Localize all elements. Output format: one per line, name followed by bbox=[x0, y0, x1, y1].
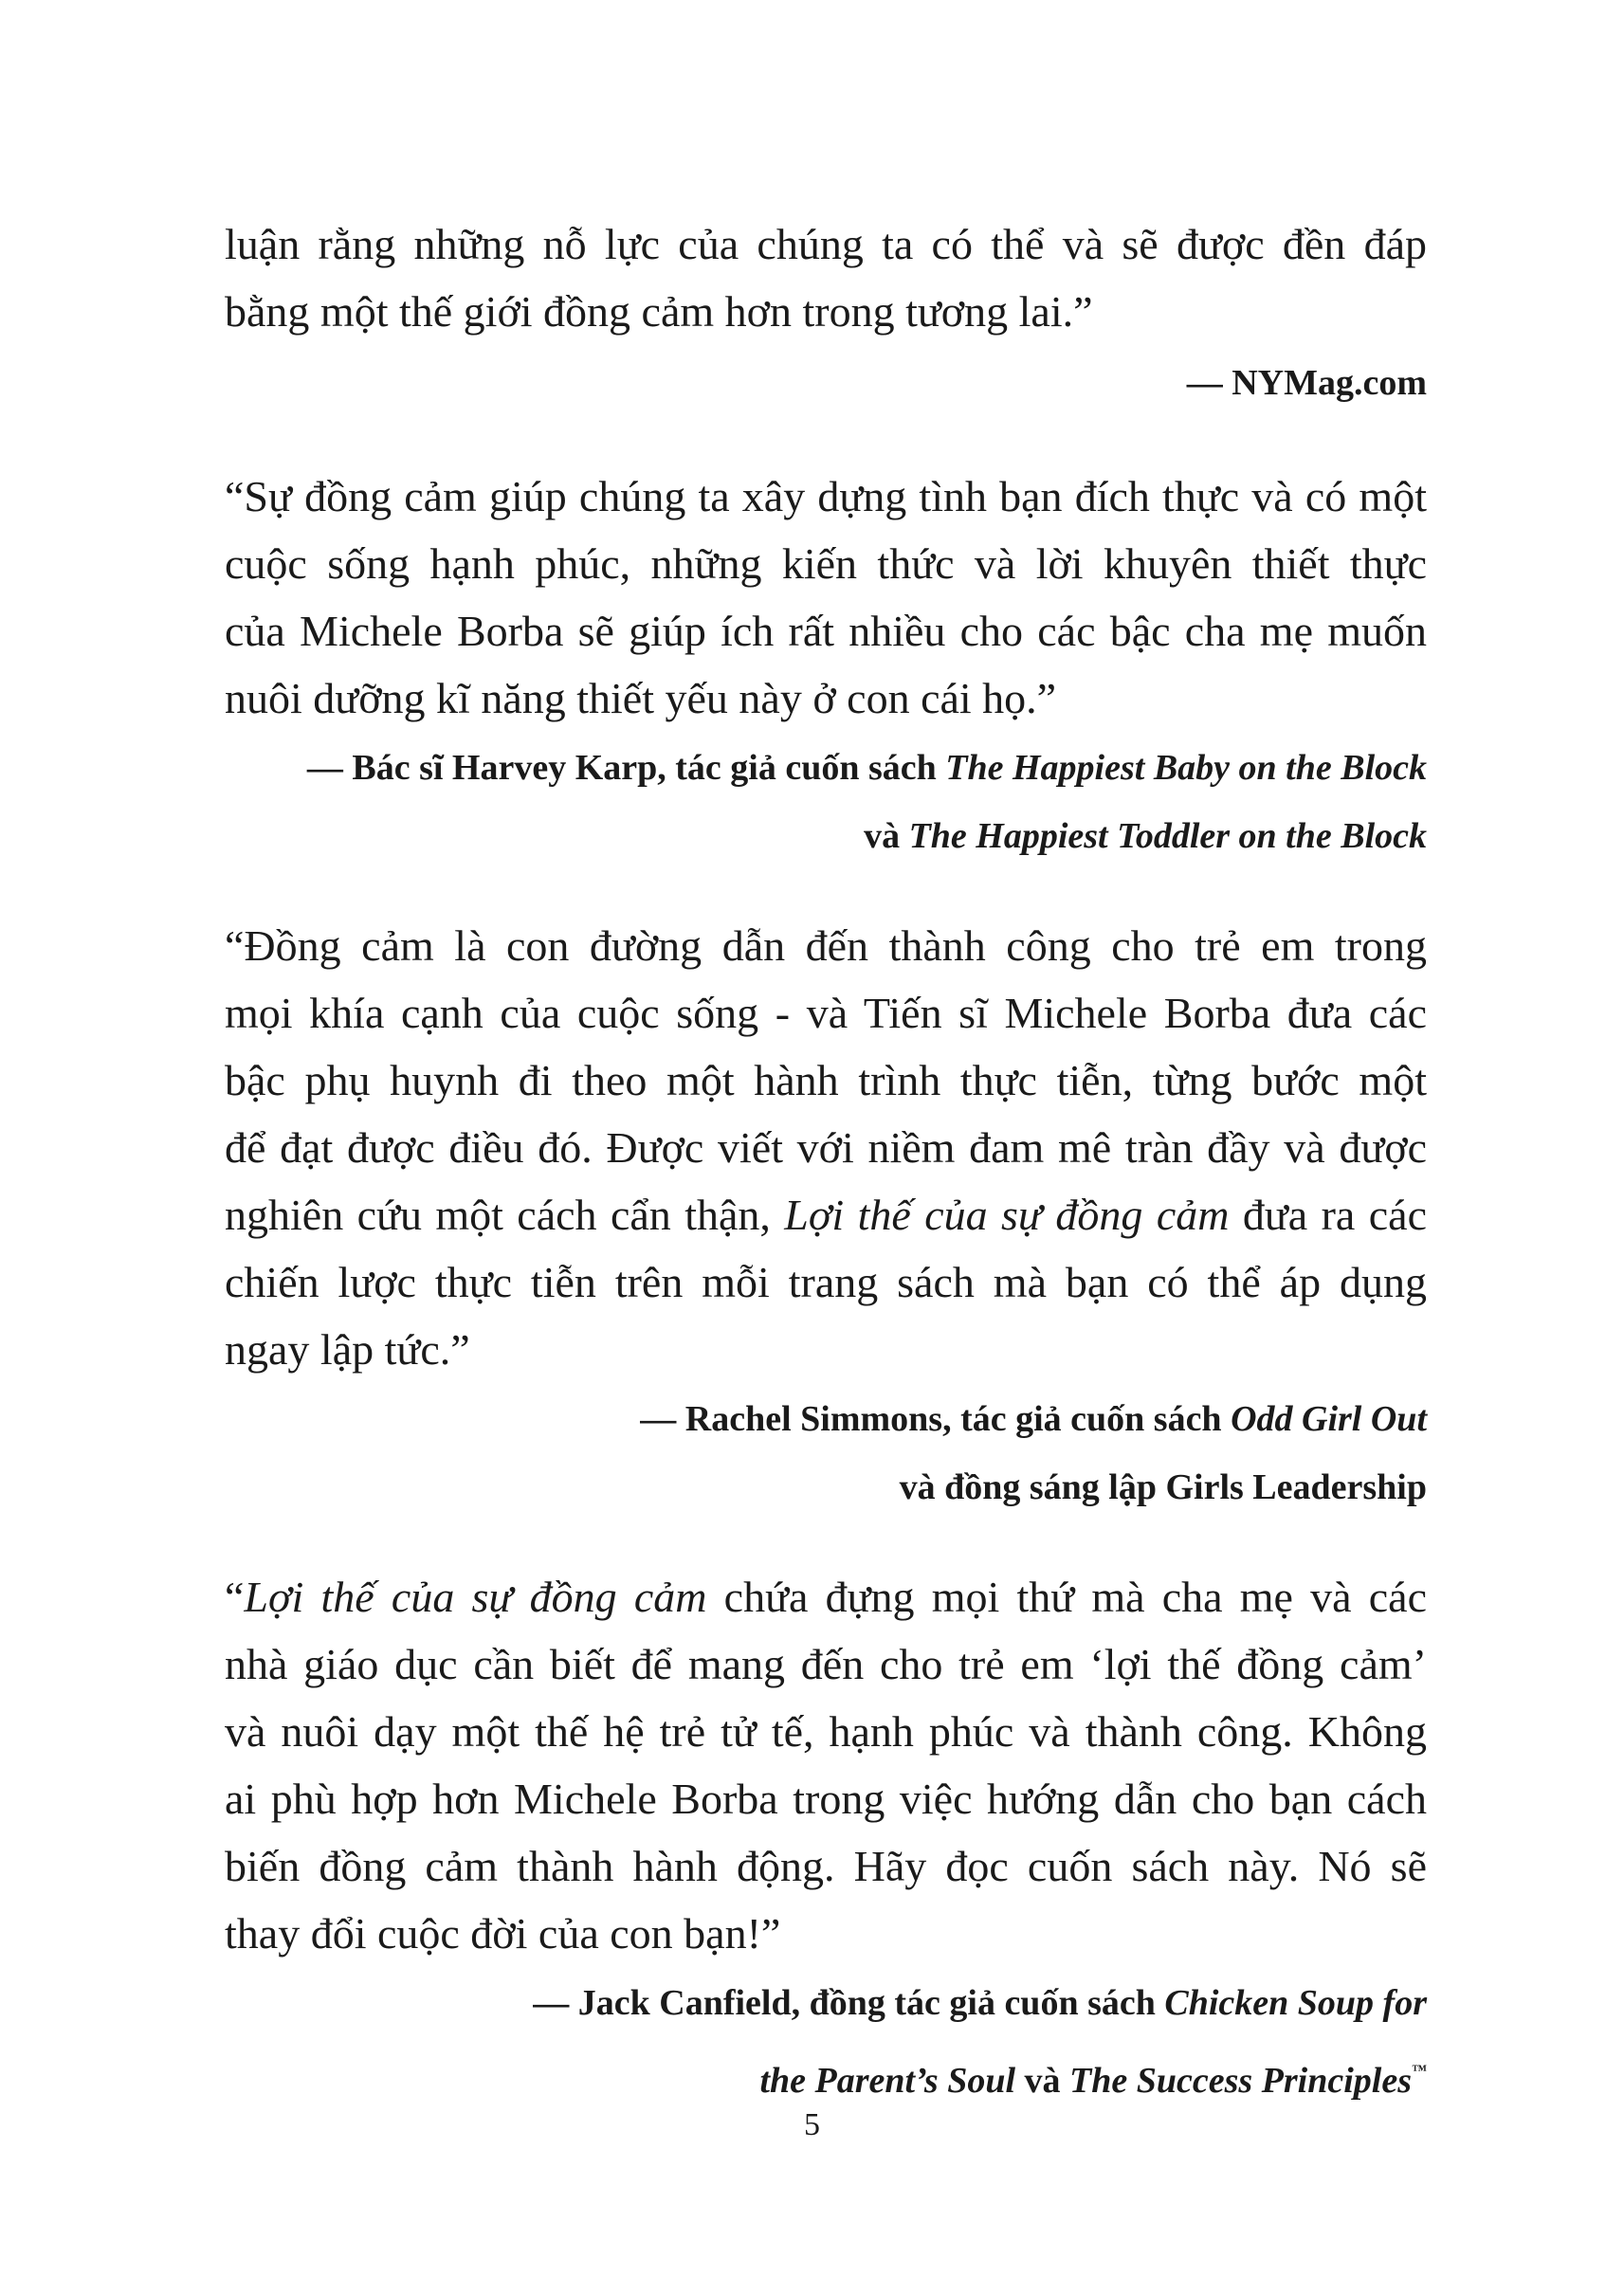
attribution-connector: và bbox=[1015, 2061, 1070, 2101]
quote-line: nuôi dưỡng kĩ năng thiết yếu này ở con cái họ.” bbox=[225, 674, 1057, 722]
quote-line: mọi khía cạnh của cuộc sống - và Tiến sĩ Michele Borba đưa các bbox=[225, 989, 1427, 1037]
quote-line: ngay lập tức.” bbox=[225, 1325, 470, 1374]
attribution-line bbox=[225, 1969, 1427, 2037]
attribution-prefix: — Jack Canfield, đồng tác giả cuốn sách bbox=[533, 1983, 1165, 2023]
attribution-line: và đồng sáng lập Girls Leadership bbox=[899, 1467, 1427, 1507]
book-title: The Happiest Toddler on the Block bbox=[908, 816, 1427, 856]
quote-4-text bbox=[225, 1563, 1427, 1967]
quote-3-text bbox=[225, 912, 1427, 1383]
quote-line: của Michele Borba sẽ giúp ích rất nhiều cho các bậc cha mẹ muốn bbox=[225, 607, 1427, 655]
text-run: “ bbox=[225, 1573, 245, 1621]
text-run: chứa đựng mọi thứ mà cha mẹ và các bbox=[706, 1573, 1428, 1621]
quote-line: “Sự đồng cảm giúp chúng ta xây dựng tình bạn đích thực và có một bbox=[225, 472, 1427, 520]
attribution-line bbox=[225, 2037, 1427, 2115]
attribution-prefix: — Bác sĩ Harvey Karp, tác giả cuốn sách bbox=[306, 748, 946, 788]
quote-line bbox=[225, 1563, 1427, 1630]
attribution-line bbox=[225, 802, 1427, 870]
quote-line bbox=[225, 1181, 1427, 1248]
quote-2-text bbox=[225, 463, 1427, 732]
book-title: the Parent’s Soul bbox=[759, 2061, 1016, 2101]
book-title: Odd Girl Out bbox=[1231, 1399, 1427, 1439]
trademark-mark: ™ bbox=[1412, 2063, 1427, 2079]
page-number: 5 bbox=[804, 2107, 820, 2142]
book-title: The Happiest Baby on the Block bbox=[945, 748, 1427, 788]
quote-line: nhà giáo dục cần biết để mang đến cho trẻ em ‘lợi thế đồng cảm’ bbox=[225, 1640, 1427, 1688]
attribution-line: — NYMag.com bbox=[1186, 363, 1427, 403]
quote-line: thay đổi cuộc đời của con bạn!” bbox=[225, 1909, 781, 1958]
attribution-line bbox=[225, 1385, 1427, 1453]
text-run: đưa ra các bbox=[1229, 1191, 1428, 1239]
quote-line: cuộc sống hạnh phúc, những kiến thức và lời khuyên thiết thực bbox=[225, 539, 1427, 588]
quote-line: và nuôi dạy một thế hệ trẻ tử tế, hạnh phúc và thành công. Không bbox=[225, 1707, 1427, 1756]
quote-line: chiến lược thực tiễn trên mỗi trang sách mà bạn có thể áp dụng bbox=[225, 1258, 1427, 1306]
quote-line: để đạt được điều đó. Được viết với niềm đam mê tràn đầy và được bbox=[225, 1123, 1427, 1172]
attribution-line bbox=[225, 734, 1427, 802]
quote-4-attribution bbox=[225, 1969, 1427, 2115]
book-title: Lợi thế của sự đồng cảm bbox=[784, 1191, 1230, 1239]
book-title: The Success Principles bbox=[1069, 2061, 1412, 2101]
page-content bbox=[225, 210, 1427, 2115]
quote-line: bằng một thế giới đồng cảm hơn trong tương lai.” bbox=[225, 287, 1093, 336]
quote-line: bậc phụ huynh đi theo một hành trình thực tiễn, từng bước một bbox=[225, 1056, 1427, 1104]
quote-1-text bbox=[225, 210, 1427, 345]
quote-line: biến đồng cảm thành hành động. Hãy đọc cuốn sách này. Nó sẽ bbox=[225, 1842, 1427, 1890]
quote-2-attribution bbox=[225, 734, 1427, 870]
book-title: Lợi thế của sự đồng cảm bbox=[244, 1573, 707, 1621]
attribution-prefix: — Rachel Simmons, tác giả cuốn sách bbox=[640, 1399, 1232, 1439]
quote-line: ai phù hợp hơn Michele Borba trong việc hướng dẫn cho bạn cách bbox=[225, 1775, 1427, 1823]
quote-3-attribution bbox=[225, 1385, 1427, 1521]
quote-1-attribution bbox=[225, 349, 1427, 417]
book-title: Chicken Soup for bbox=[1164, 1983, 1427, 2023]
attribution-prefix: và bbox=[864, 816, 909, 856]
text-run: nghiên cứu một cách cẩn thận, bbox=[225, 1191, 785, 1239]
quote-line: “Đồng cảm là con đường dẫn đến thành công cho trẻ em trong bbox=[225, 921, 1427, 970]
quote-line: luận rằng những nỗ lực của chúng ta có thể và sẽ được đền đáp bbox=[225, 220, 1427, 268]
